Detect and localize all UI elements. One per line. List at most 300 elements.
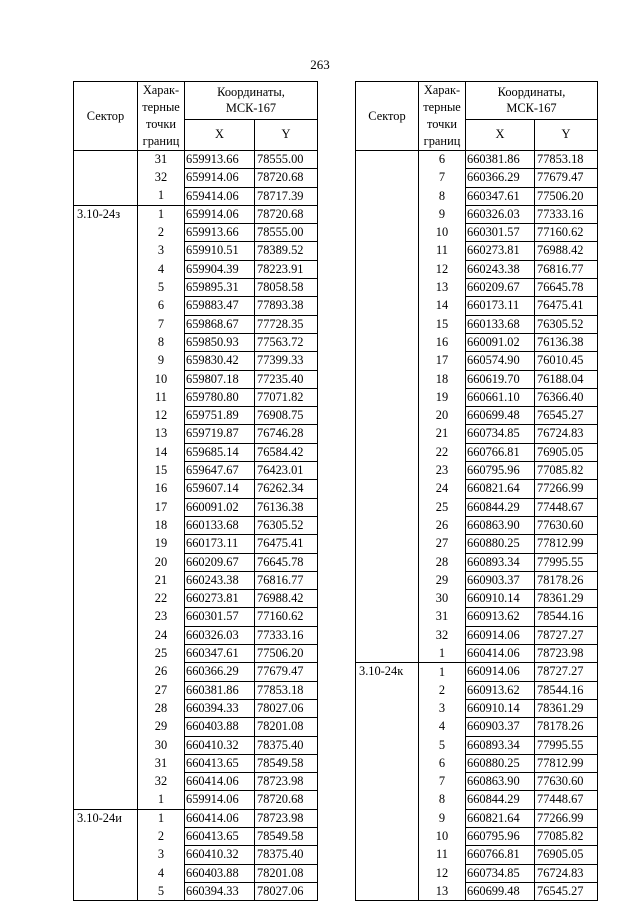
sector-cell [74,846,138,864]
sector-cell [356,882,419,900]
x-coordinate-cell: 660403.88 [185,718,255,736]
point-number-cell: 2 [419,681,466,699]
x-coordinate-cell: 660403.88 [185,864,255,882]
x-coordinate-cell: 660734.85 [466,425,535,443]
point-number-cell: 1 [419,645,466,663]
x-coordinate-cell: 659910.51 [185,242,255,260]
table-row [356,535,598,553]
y-coordinate-cell: 76305.52 [255,516,318,534]
table-row [74,773,318,791]
sector-cell [356,462,419,480]
sector-cell [356,425,419,443]
y-coordinate-cell: 76645.78 [535,279,598,297]
point-number-cell: 25 [419,498,466,516]
point-number-cell: 10 [419,224,466,242]
x-coordinate-cell: 660410.32 [185,736,255,754]
table-row [356,754,598,772]
table-row [356,279,598,297]
table-row [356,260,598,278]
table-row [74,388,318,406]
table-row [74,718,318,736]
x-coordinate-cell: 659883.47 [185,297,255,315]
y-coordinate-cell: 77448.67 [535,791,598,809]
point-number-cell: 31 [138,151,185,169]
x-coordinate-cell: 660413.65 [185,754,255,772]
x-coordinate-cell: 660347.61 [185,645,255,663]
x-coordinate-cell: 660301.57 [466,224,535,242]
y-coordinate-cell: 76423.01 [255,462,318,480]
point-number-cell: 1 [138,791,185,809]
sector-cell [356,864,419,882]
y-coordinate-cell: 76545.27 [535,882,598,900]
header-points: Харак- терные точки границ [419,82,466,151]
point-number-cell: 22 [419,443,466,461]
point-number-cell: 18 [138,516,185,534]
point-number-cell: 7 [138,315,185,333]
x-coordinate-cell: 660863.90 [466,516,535,534]
x-coordinate-cell: 660734.85 [466,864,535,882]
y-coordinate-cell: 76010.45 [535,352,598,370]
header-y: Y [535,119,598,150]
x-coordinate-cell: 659780.80 [185,388,255,406]
table-row [74,315,318,333]
x-coordinate-cell: 660914.06 [466,626,535,644]
x-coordinate-cell: 660414.06 [185,809,255,827]
x-coordinate-cell: 660699.48 [466,407,535,425]
sector-cell [74,315,138,333]
sector-cell [356,846,419,864]
sector-cell [74,443,138,461]
x-coordinate-cell: 660381.86 [185,681,255,699]
point-number-cell: 3 [138,846,185,864]
table-row [356,333,598,351]
y-coordinate-cell: 77333.16 [255,626,318,644]
table-row [356,516,598,534]
table-row [74,407,318,425]
x-coordinate-cell: 659807.18 [185,370,255,388]
y-coordinate-cell: 78544.16 [535,608,598,626]
header-coordinates: Координаты, МСК-167 [466,82,598,120]
y-coordinate-cell: 78555.00 [255,151,318,169]
x-coordinate-cell: 660766.81 [466,443,535,461]
table-row [74,571,318,589]
x-coordinate-cell: 659647.67 [185,462,255,480]
point-number-cell: 23 [419,462,466,480]
x-coordinate-cell: 660893.34 [466,736,535,754]
point-number-cell: 32 [419,626,466,644]
x-coordinate-cell: 660893.34 [466,553,535,571]
y-coordinate-cell: 77160.62 [535,224,598,242]
x-coordinate-cell: 660821.64 [466,480,535,498]
point-number-cell: 6 [138,297,185,315]
y-coordinate-cell: 78375.40 [255,736,318,754]
x-coordinate-cell: 659904.39 [185,260,255,278]
y-coordinate-cell: 77679.47 [255,663,318,681]
sector-cell [356,535,419,553]
x-coordinate-cell: 660394.33 [185,882,255,900]
table-row [74,663,318,681]
table-row [74,535,318,553]
sector-cell [74,352,138,370]
point-number-cell: 26 [419,516,466,534]
table-row [74,480,318,498]
table-row [356,462,598,480]
table-row [356,425,598,443]
table-row [356,846,598,864]
y-coordinate-cell: 78720.68 [255,791,318,809]
table-row [356,352,598,370]
x-coordinate-cell: 660880.25 [466,754,535,772]
point-number-cell: 8 [138,333,185,351]
point-number-cell: 21 [138,571,185,589]
table-row [356,388,598,406]
point-number-cell: 5 [138,279,185,297]
table-row [356,773,598,791]
table-row [74,151,318,169]
x-coordinate-cell: 660381.86 [466,151,535,169]
sector-cell [74,827,138,845]
x-coordinate-cell: 660910.14 [466,699,535,717]
table-row [74,462,318,480]
table-row [356,608,598,626]
sector-cell [74,498,138,516]
y-coordinate-cell: 76645.78 [255,553,318,571]
sector-cell [74,187,138,205]
sector-cell [74,754,138,772]
x-coordinate-cell: 660619.70 [466,370,535,388]
point-number-cell: 9 [419,809,466,827]
point-number-cell: 4 [138,864,185,882]
y-coordinate-cell: 77506.20 [255,645,318,663]
y-coordinate-cell: 78201.08 [255,718,318,736]
x-coordinate-cell: 660795.96 [466,462,535,480]
y-coordinate-cell: 78720.68 [255,169,318,187]
y-coordinate-cell: 77812.99 [535,535,598,553]
table-row [74,297,318,315]
point-number-cell: 21 [419,425,466,443]
point-number-cell: 17 [138,498,185,516]
x-coordinate-cell: 660880.25 [466,535,535,553]
table-row [356,663,598,681]
sector-cell [74,681,138,699]
table-row [74,516,318,534]
point-number-cell: 28 [138,699,185,717]
x-coordinate-cell: 660243.38 [185,571,255,589]
sector-cell: 3.10-24к [356,663,419,681]
y-coordinate-cell: 76908.75 [255,407,318,425]
table-row [356,224,598,242]
x-coordinate-cell: 660863.90 [466,773,535,791]
sector-cell [356,736,419,754]
y-coordinate-cell: 78027.06 [255,699,318,717]
point-number-cell: 1 [138,205,185,223]
sector-cell [356,773,419,791]
table-row [356,864,598,882]
table-row [74,169,318,187]
y-coordinate-cell: 78723.98 [255,773,318,791]
sector-cell [74,736,138,754]
x-coordinate-cell: 660661.10 [466,388,535,406]
point-number-cell: 25 [138,645,185,663]
table-row [74,260,318,278]
point-number-cell: 13 [138,425,185,443]
x-coordinate-cell: 660844.29 [466,791,535,809]
point-number-cell: 5 [138,882,185,900]
point-number-cell: 15 [138,462,185,480]
point-number-cell: 2 [138,827,185,845]
x-coordinate-cell: 660903.37 [466,718,535,736]
table-row [74,809,318,827]
point-number-cell: 8 [419,187,466,205]
sector-cell: 3.10-24з [74,205,138,223]
x-coordinate-cell: 660273.81 [185,590,255,608]
point-number-cell: 22 [138,590,185,608]
y-coordinate-cell: 77630.60 [535,516,598,534]
x-coordinate-cell: 659850.93 [185,333,255,351]
x-coordinate-cell: 660413.65 [185,827,255,845]
sector-cell [74,663,138,681]
table-row [74,754,318,772]
y-coordinate-cell: 76475.41 [535,297,598,315]
y-coordinate-cell: 78027.06 [255,882,318,900]
table-row [356,590,598,608]
sector-cell [74,626,138,644]
x-coordinate-cell: 660347.61 [466,187,535,205]
x-coordinate-cell: 659895.31 [185,279,255,297]
sector-cell [356,791,419,809]
point-number-cell: 29 [419,571,466,589]
point-number-cell: 1 [138,187,185,205]
x-coordinate-cell: 660209.67 [466,279,535,297]
sector-cell [356,754,419,772]
point-number-cell: 27 [419,535,466,553]
point-number-cell: 7 [419,169,466,187]
y-coordinate-cell: 76988.42 [535,242,598,260]
table-row [356,827,598,845]
x-coordinate-cell: 660914.06 [466,663,535,681]
table-row [74,699,318,717]
table-row [74,791,318,809]
point-number-cell: 31 [419,608,466,626]
sector-cell [74,462,138,480]
table-row [74,827,318,845]
table-row [356,645,598,663]
y-coordinate-cell: 78549.58 [255,754,318,772]
sector-cell [74,425,138,443]
x-coordinate-cell: 659913.66 [185,151,255,169]
sector-cell [356,553,419,571]
x-coordinate-cell: 660913.62 [466,608,535,626]
sector-cell [356,352,419,370]
y-coordinate-cell: 77448.67 [535,498,598,516]
sector-cell [356,151,419,169]
sector-cell [356,315,419,333]
table-row [74,736,318,754]
y-coordinate-cell: 78223.91 [255,260,318,278]
table-row [356,718,598,736]
x-coordinate-cell: 660173.11 [466,297,535,315]
y-coordinate-cell: 77995.55 [535,736,598,754]
point-number-cell: 20 [419,407,466,425]
header-points: Харак- терные точки границ [138,82,185,151]
point-number-cell: 30 [138,736,185,754]
y-coordinate-cell: 77160.62 [255,608,318,626]
y-coordinate-cell: 76988.42 [255,590,318,608]
sector-cell [356,480,419,498]
table-row [356,297,598,315]
header-x: X [466,119,535,150]
y-coordinate-cell: 77728.35 [255,315,318,333]
sector-cell [74,864,138,882]
point-number-cell: 9 [419,205,466,223]
sector-cell [356,681,419,699]
table-row [74,846,318,864]
table-row [74,187,318,205]
sector-cell [356,645,419,663]
sector-cell [74,645,138,663]
y-coordinate-cell: 77563.72 [255,333,318,351]
point-number-cell: 24 [419,480,466,498]
table-row [356,315,598,333]
sector-cell [356,279,419,297]
table-row [74,553,318,571]
y-coordinate-cell: 77853.18 [535,151,598,169]
table-row [74,608,318,626]
y-coordinate-cell: 77853.18 [255,681,318,699]
sector-cell [356,827,419,845]
y-coordinate-cell: 77235.40 [255,370,318,388]
point-number-cell: 30 [419,590,466,608]
y-coordinate-cell: 76746.28 [255,425,318,443]
header-sector: Сектор [74,82,138,151]
x-coordinate-cell: 660366.29 [466,169,535,187]
header-y: Y [255,119,318,150]
x-coordinate-cell: 660326.03 [185,626,255,644]
sector-cell [74,516,138,534]
table-row [74,443,318,461]
point-number-cell: 14 [419,297,466,315]
y-coordinate-cell: 78727.27 [535,663,598,681]
y-coordinate-cell: 78549.58 [255,827,318,845]
x-coordinate-cell: 659685.14 [185,443,255,461]
sector-cell [74,535,138,553]
table-row [74,205,318,223]
x-coordinate-cell: 660394.33 [185,699,255,717]
y-coordinate-cell: 78361.29 [535,699,598,717]
sector-cell [74,882,138,900]
sector-cell [74,407,138,425]
sector-cell [74,718,138,736]
y-coordinate-cell: 78201.08 [255,864,318,882]
x-coordinate-cell: 659414.06 [185,187,255,205]
sector-cell [74,553,138,571]
x-coordinate-cell: 660273.81 [466,242,535,260]
y-coordinate-cell: 76136.38 [535,333,598,351]
sector-cell [74,370,138,388]
y-coordinate-cell: 78058.58 [255,279,318,297]
y-coordinate-cell: 76262.34 [255,480,318,498]
point-number-cell: 6 [419,151,466,169]
point-number-cell: 32 [138,169,185,187]
x-coordinate-cell: 660326.03 [466,205,535,223]
point-number-cell: 2 [138,224,185,242]
point-number-cell: 3 [419,699,466,717]
point-number-cell: 32 [138,773,185,791]
sector-cell [356,809,419,827]
point-number-cell: 11 [419,242,466,260]
x-coordinate-cell: 659868.67 [185,315,255,333]
table-row [356,480,598,498]
y-coordinate-cell: 77085.82 [535,827,598,845]
table-row [74,645,318,663]
table-row [74,626,318,644]
y-coordinate-cell: 76188.04 [535,370,598,388]
table-row [356,553,598,571]
sector-cell [356,370,419,388]
y-coordinate-cell: 77399.33 [255,352,318,370]
point-number-cell: 20 [138,553,185,571]
x-coordinate-cell: 660173.11 [185,535,255,553]
y-coordinate-cell: 77630.60 [535,773,598,791]
sector-cell: 3.10-24и [74,809,138,827]
x-coordinate-cell: 660910.14 [466,590,535,608]
table-row [356,736,598,754]
x-coordinate-cell: 660414.06 [466,645,535,663]
x-coordinate-cell: 660410.32 [185,846,255,864]
sector-cell [74,590,138,608]
x-coordinate-cell: 660795.96 [466,827,535,845]
point-number-cell: 17 [419,352,466,370]
table-row [74,864,318,882]
table-body-left [74,151,318,901]
x-coordinate-cell: 660903.37 [466,571,535,589]
y-coordinate-cell: 76905.05 [535,846,598,864]
point-number-cell: 6 [419,754,466,772]
sector-cell [356,718,419,736]
page-number: 263 [310,57,330,72]
point-number-cell: 7 [419,773,466,791]
x-coordinate-cell: 659607.14 [185,480,255,498]
table-row [356,151,598,169]
y-coordinate-cell: 78717.39 [255,187,318,205]
sector-cell [356,297,419,315]
x-coordinate-cell: 660301.57 [185,608,255,626]
sector-cell [356,590,419,608]
coordinates-table-right [355,81,598,901]
sector-cell [356,626,419,644]
sector-cell [74,169,138,187]
sector-cell [356,498,419,516]
point-number-cell: 19 [419,388,466,406]
y-coordinate-cell: 78178.26 [535,571,598,589]
table-row [356,681,598,699]
sector-cell [356,260,419,278]
point-number-cell: 28 [419,553,466,571]
table-row [356,626,598,644]
point-number-cell: 1 [419,663,466,681]
point-number-cell: 23 [138,608,185,626]
sector-cell [74,480,138,498]
x-coordinate-cell: 659751.89 [185,407,255,425]
x-coordinate-cell: 660091.02 [185,498,255,516]
point-number-cell: 24 [138,626,185,644]
y-coordinate-cell: 77506.20 [535,187,598,205]
header-sector: Сектор [356,82,419,151]
table-row [356,407,598,425]
table-row [356,370,598,388]
table-row [356,571,598,589]
y-coordinate-cell: 78389.52 [255,242,318,260]
